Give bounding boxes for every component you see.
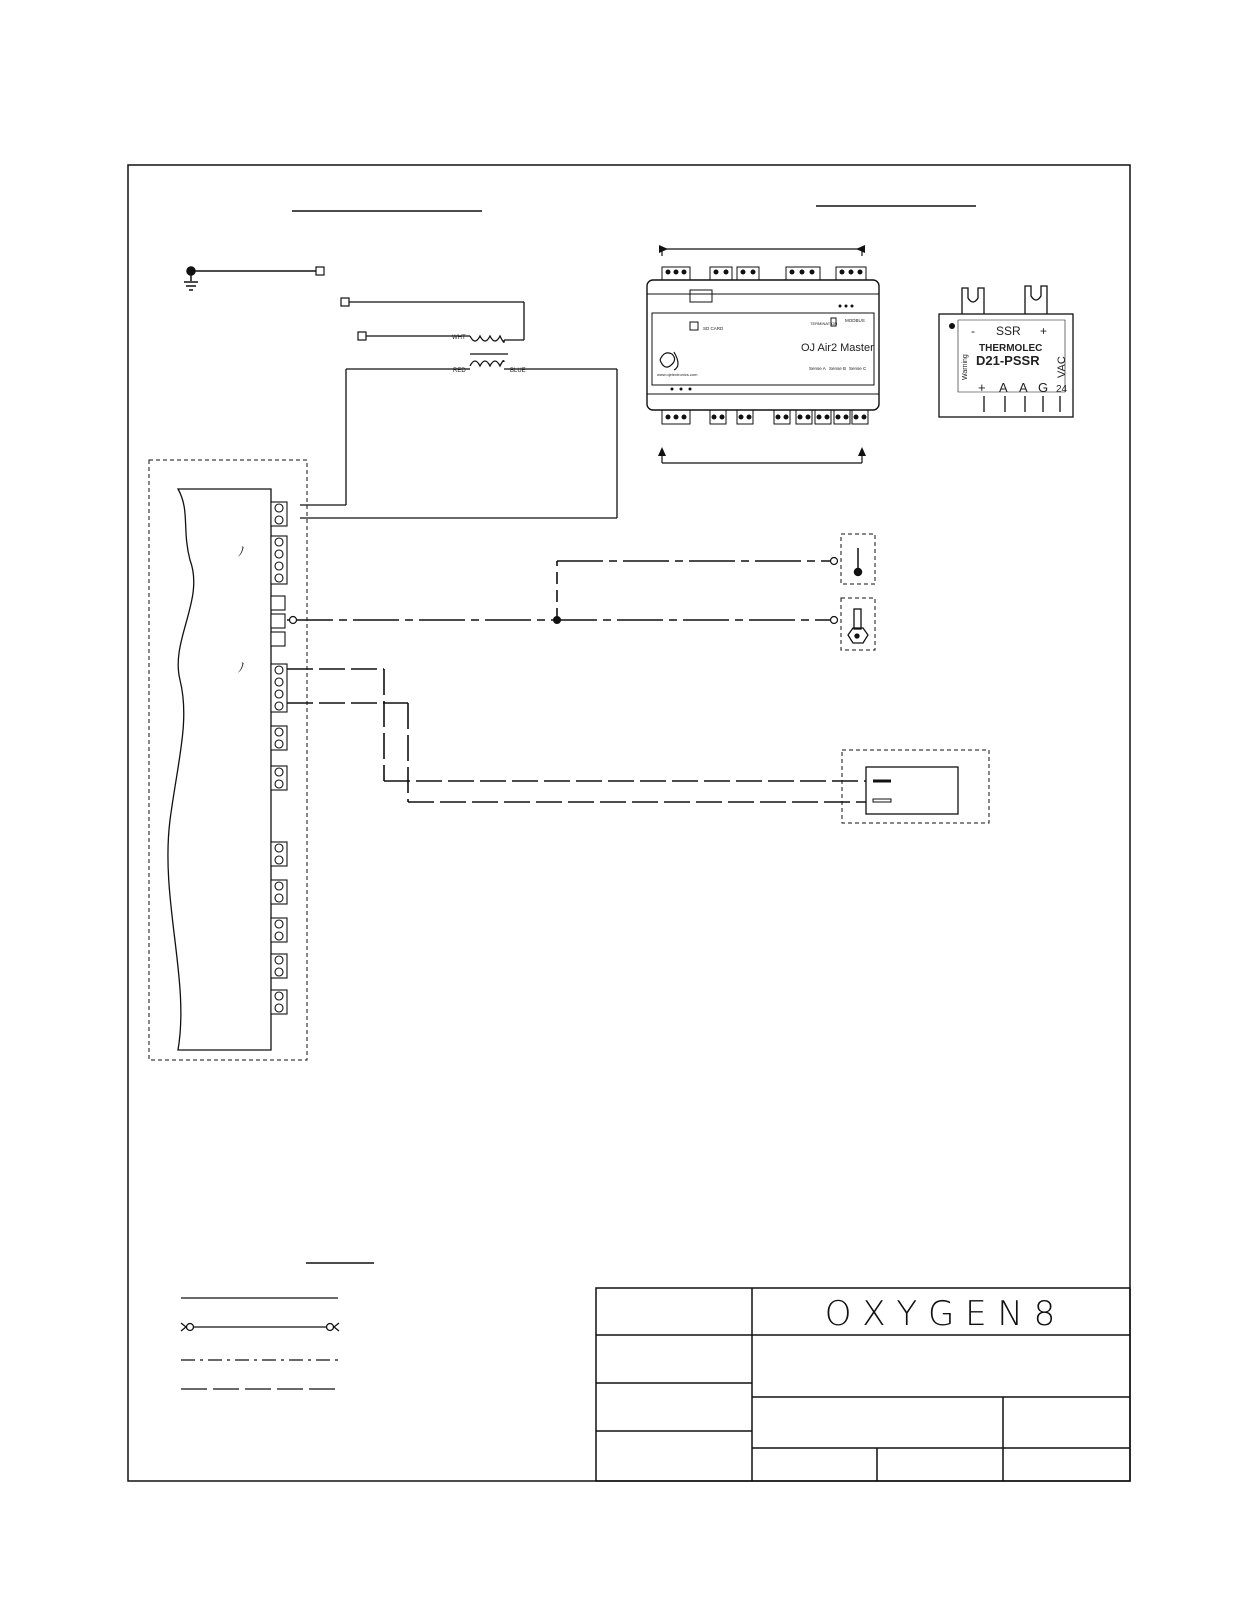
ssr-type: SSR xyxy=(996,324,1021,338)
controller-terminal-blocks xyxy=(271,502,287,1014)
wire-label-blue: BLUE xyxy=(510,368,526,374)
legend-connector-line xyxy=(181,1323,339,1331)
ssr-terminal-24: 24 xyxy=(1056,384,1068,395)
ssr-model: D21-PSSR xyxy=(976,353,1040,368)
sensor-bus-wiring xyxy=(287,561,830,620)
wire-label-red: RED xyxy=(453,368,466,374)
ssr-brand: THERMOLEC xyxy=(979,343,1043,354)
controller-sense-c: Sense C xyxy=(849,366,867,371)
controller-sense-b: Sense B xyxy=(829,366,847,371)
relay-glyph-2: ﾉ xyxy=(238,660,245,675)
bus-connector-right-1 xyxy=(831,558,838,565)
ssr-drive-wiring xyxy=(287,669,866,802)
controller-illustration xyxy=(647,245,879,463)
ssr-terminal-a2: A xyxy=(1019,380,1028,395)
ssr-minus: - xyxy=(971,324,975,338)
bus-junction xyxy=(553,616,561,624)
controller-name: OJ Air2 Master xyxy=(801,342,874,354)
power-terminal-1 xyxy=(341,298,349,306)
ssr-unit: VAC xyxy=(1056,356,1068,378)
controller-sd-card: SD CARD xyxy=(703,326,724,331)
controller-board-cutaway xyxy=(168,489,271,1050)
ssr-terminal-plus: + xyxy=(978,380,986,395)
ssr-terminal-g: G xyxy=(1038,380,1049,395)
controller-modbus: MODBUS xyxy=(845,318,865,323)
controller-sense-a: Sense A xyxy=(809,366,826,371)
temperature-sensor-icon xyxy=(855,548,862,576)
duct-sensor-box xyxy=(841,598,875,650)
wire-label-wht: WHT xyxy=(452,335,466,341)
ssr-warning: Warning xyxy=(962,354,969,380)
duct-sensor-icon xyxy=(848,609,868,643)
ssr-indicator-dot xyxy=(949,323,955,329)
power-terminal-2 xyxy=(358,332,366,340)
controller-termination: TERMINATION xyxy=(810,321,838,326)
brand-logo: O X Y G E N 8 xyxy=(824,1294,1056,1334)
ground-symbol xyxy=(184,267,319,290)
ssr-terminal-a1: A xyxy=(999,380,1008,395)
ssr-load-plus-bar xyxy=(873,799,891,802)
ground-terminal xyxy=(316,267,324,275)
ssr-load-device xyxy=(866,767,958,814)
bus-connector-left xyxy=(290,617,297,624)
controller-website: www.ojelectronics.com xyxy=(657,372,698,377)
ssr-plus: + xyxy=(1040,324,1048,338)
bus-connector-right-2 xyxy=(831,617,838,624)
relay-glyph-1: ﾉ xyxy=(238,544,245,559)
